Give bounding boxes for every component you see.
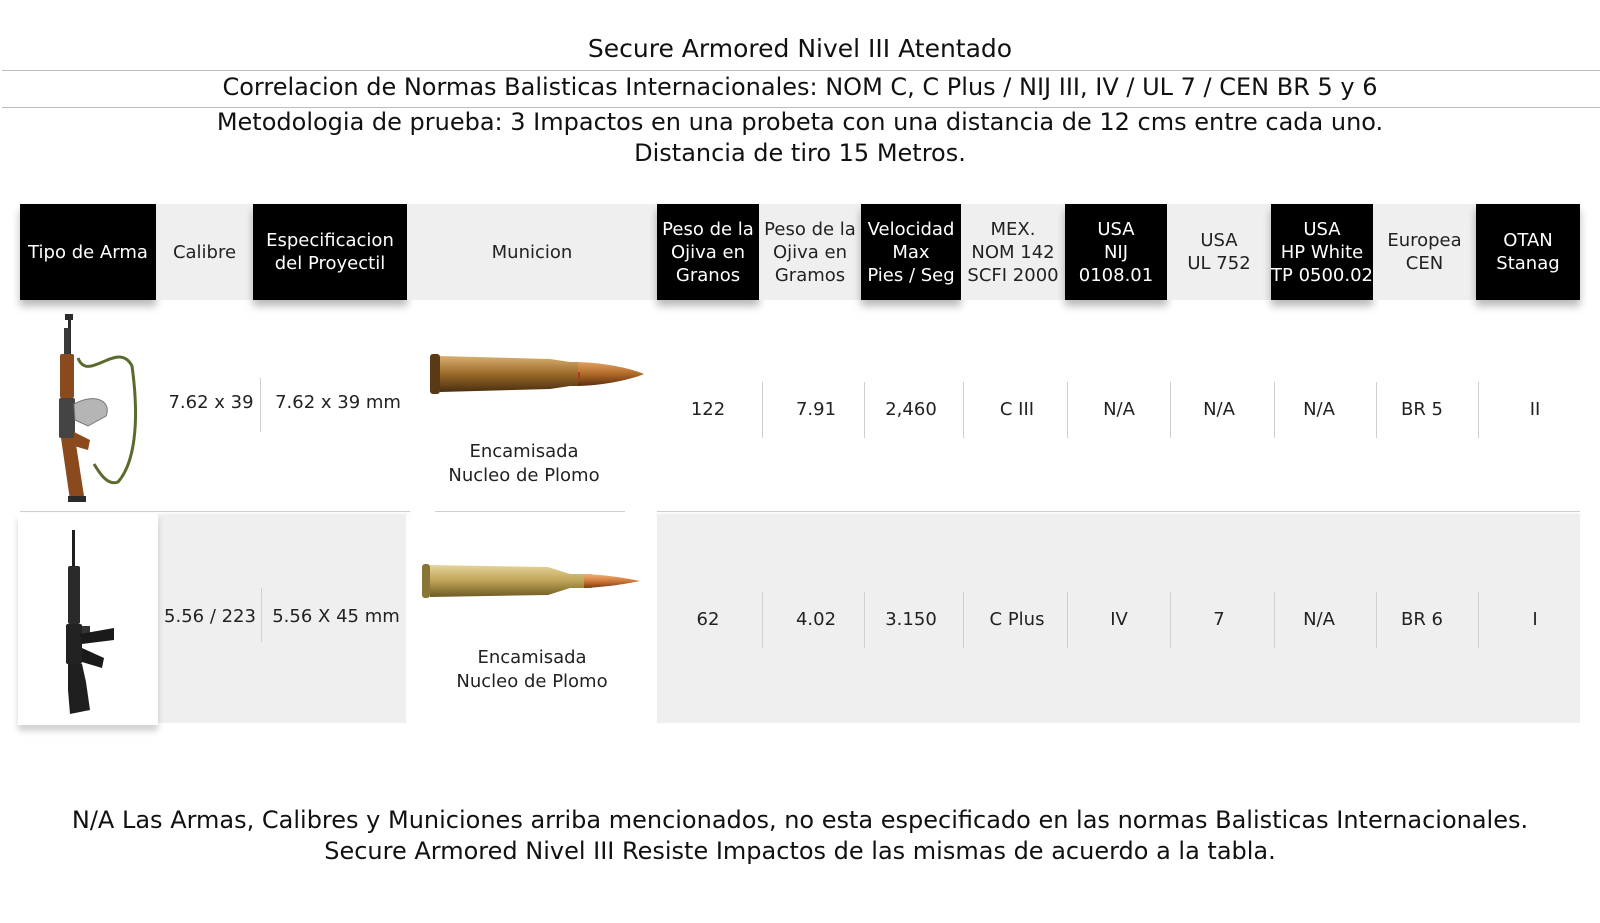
- weight-grains-value: 62: [696, 609, 720, 630]
- col-header-usa-hp-white: USA HP White TP 0500.02: [1271, 204, 1373, 300]
- mex-nom-value: C Plus: [989, 609, 1045, 630]
- projectile-spec-value: 5.56 X 45 mm: [272, 606, 400, 627]
- row-divider: [20, 511, 410, 512]
- cell-divider: [1478, 592, 1479, 648]
- ammo-description-line2: Nucleo de Plomo: [448, 465, 600, 486]
- col-header-projectile-spec: Especificacion del Proyectil: [253, 204, 407, 300]
- cell-divider: [1478, 382, 1479, 438]
- cell-divider: [260, 378, 261, 432]
- projectile-spec-value: 7.62 x 39 mm: [275, 392, 401, 413]
- usa-nij-value: N/A: [1103, 399, 1135, 420]
- usa-hp-white-value: N/A: [1303, 399, 1335, 420]
- col-header-ammunition: Municion: [407, 204, 657, 300]
- row-divider: [657, 511, 1580, 512]
- weight-grams-value: 7.91: [795, 399, 837, 420]
- usa-nij-value: IV: [1110, 609, 1128, 630]
- col-header-usa-nij: USA NIJ 0108.01: [1065, 204, 1167, 300]
- calibre-value: 7.62 x 39: [168, 392, 254, 413]
- norms-correlation: Correlacion de Normas Balisticas Internacionales: NOM C, C Plus / NIJ III, IV / UL 7 / CEN BR 5 y 6: [222, 73, 1378, 101]
- usa-ul-value: 7: [1213, 609, 1225, 630]
- ammo-description-line1: Encamisada: [477, 647, 587, 668]
- cell-divider: [261, 588, 262, 642]
- col-header-usa-ul: USA UL 752: [1167, 204, 1271, 300]
- calibre-value: 5.56 / 223: [164, 606, 256, 627]
- page-title: Secure Armored Nivel III Atentado: [587, 34, 1013, 63]
- col-header-calibre: Calibre: [156, 204, 253, 300]
- cell-divider: [1376, 382, 1377, 438]
- shot-distance: Distancia de tiro 15 Metros.: [634, 139, 966, 167]
- col-header-velocity: Velocidad Max Pies / Seg: [861, 204, 961, 300]
- col-header-otan-stanag: OTAN Stanag: [1476, 204, 1580, 300]
- mex-nom-value: C III: [999, 399, 1035, 420]
- cell-divider: [963, 592, 964, 648]
- col-header-europe-cen: Europea CEN: [1373, 204, 1476, 300]
- row-divider: [435, 511, 625, 512]
- cell-divider: [864, 592, 865, 648]
- usa-ul-value: N/A: [1203, 399, 1235, 420]
- cell-divider: [1274, 592, 1275, 648]
- footnote-na: N/A Las Armas, Calibres y Municiones arriba mencionados, no esta especificado en las normas Balisticas Internacionales.: [71, 806, 1529, 834]
- europe-cen-value: BR 6: [1400, 609, 1444, 630]
- cell-divider: [963, 382, 964, 438]
- col-header-weapon-type: Tipo de Arma: [20, 204, 156, 300]
- cell-divider: [762, 592, 763, 648]
- ak47-rifle-icon: [48, 314, 140, 504]
- cell-divider: [1067, 382, 1068, 438]
- footnote-resistance: Secure Armored Nivel III Resiste Impactos de las mismas de acuerdo a la tabla.: [324, 837, 1276, 865]
- europe-cen-value: BR 5: [1400, 399, 1444, 420]
- cell-divider: [1170, 592, 1171, 648]
- weight-grains-value: 122: [690, 399, 726, 420]
- velocity-value: 2,460: [885, 399, 937, 420]
- cell-divider: [1274, 382, 1275, 438]
- otan-stanag-value: II: [1529, 399, 1541, 420]
- col-header-weight-grains: Peso de la Ojiva en Granos: [657, 204, 759, 300]
- ammo-description-line2: Nucleo de Plomo: [456, 671, 608, 692]
- col-header-mex-nom: MEX. NOM 142 SCFI 2000: [961, 204, 1065, 300]
- weight-grams-value: 4.02: [795, 609, 837, 630]
- ar15-rifle-icon: [52, 530, 122, 716]
- cartridge-556-icon: [422, 562, 640, 600]
- test-methodology: Metodologia de prueba: 3 Impactos en una probeta con una distancia de 12 cms entre cada uno.: [216, 108, 1384, 136]
- velocity-value: 3.150: [885, 609, 937, 630]
- cell-divider: [1067, 592, 1068, 648]
- cell-divider: [1376, 592, 1377, 648]
- usa-hp-white-value: N/A: [1303, 609, 1335, 630]
- cell-divider: [762, 382, 763, 438]
- cell-divider: [864, 382, 865, 438]
- divider: [2, 70, 1600, 71]
- cell-divider: [1170, 382, 1171, 438]
- ammo-description-line1: Encamisada: [469, 441, 579, 462]
- col-header-weight-grams: Peso de la Ojiva en Gramos: [759, 204, 861, 300]
- otan-stanag-value: I: [1532, 609, 1538, 630]
- cartridge-762-icon: [430, 352, 644, 396]
